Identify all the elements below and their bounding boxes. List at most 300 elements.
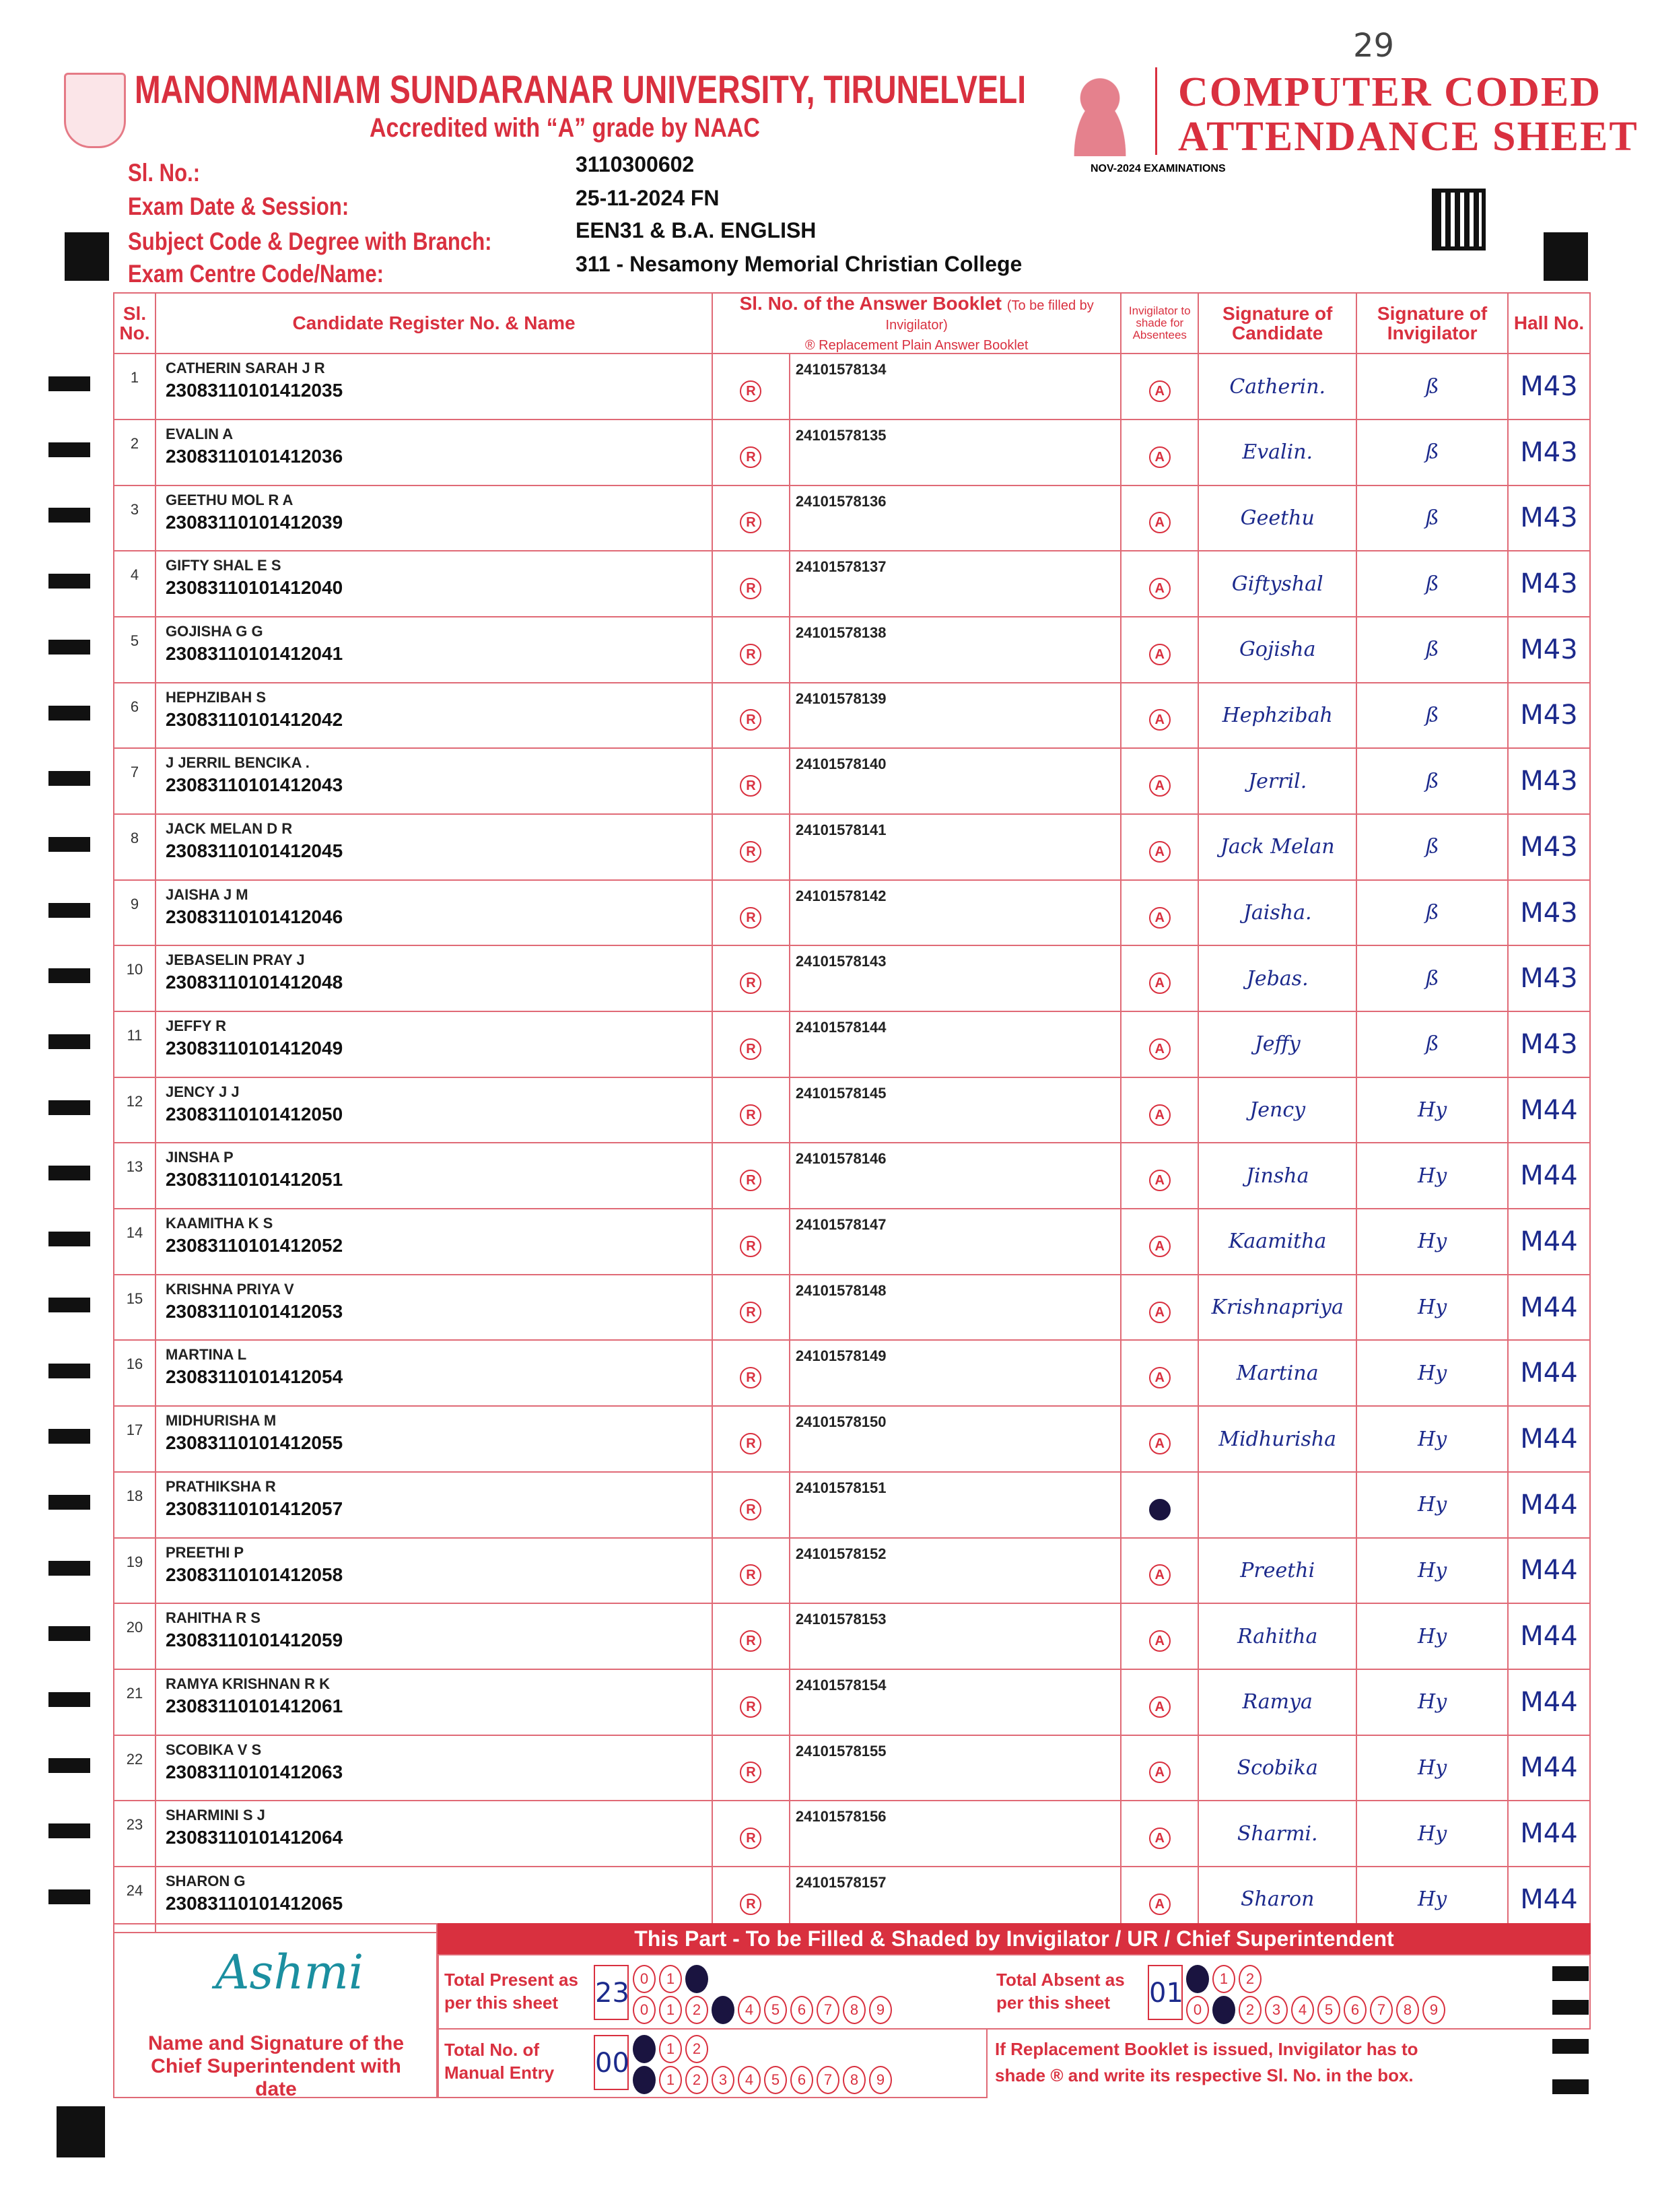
replacement-cell [712,1077,790,1143]
absent-bubble[interactable]: A [1149,1696,1171,1718]
candidate-cell [156,1538,712,1604]
hall-no: M43 [1508,617,1590,683]
units-bubble-5[interactable]: 5 [1317,1996,1340,2024]
absent-bubble[interactable]: A [1149,1433,1171,1454]
replacement-bubble[interactable]: R [740,972,761,994]
timing-mark [1544,232,1588,281]
hall-no: M44 [1508,1209,1590,1275]
timing-mark [48,442,90,457]
table-row [114,1735,1590,1801]
absent-bubble[interactable]: A [1149,1038,1171,1060]
units-bubble-1[interactable]: 1 [659,2066,682,2094]
candidate-signature: Kaamitha [1198,1209,1356,1275]
absent-bubble[interactable]: A [1149,1762,1171,1783]
units-bubble-5[interactable]: 5 [764,1996,787,2024]
absent-bubble[interactable]: A [1149,380,1171,402]
replacement-bubble[interactable]: R [740,1367,761,1388]
absent-cell [1121,1340,1198,1406]
register-no: 23083110101412050 [165,1103,343,1125]
hall-no: M44 [1508,1275,1590,1341]
replacement-cell [712,1735,790,1801]
register-no: 23083110101412051 [165,1169,343,1191]
absent-cell [1121,748,1198,814]
timing-mark [48,1823,90,1838]
replacement-cell [712,617,790,683]
units-bubble-7[interactable]: 7 [1370,1996,1393,2024]
candidate-name: JAISHA J M [165,885,248,903]
invigilator-signature: Hy [1356,1077,1508,1143]
table-row [114,1669,1590,1735]
absent-bubble[interactable]: A [1149,1302,1171,1323]
candidate-name: RAMYA KRISHNAN R K [165,1675,331,1692]
replacement-bubble[interactable]: R [740,775,761,797]
candidate-cell [156,420,712,485]
timing-mark [48,640,90,655]
units-bubble-1[interactable] [1212,1996,1235,2024]
timing-mark [48,574,90,589]
hall-no: M44 [1508,1472,1590,1538]
hall-no: M44 [1508,1406,1590,1472]
hall-no: M43 [1508,485,1590,551]
booklet-no[interactable]: 24101578152 [790,1538,1121,1604]
replacement-bubble[interactable]: R [740,644,761,665]
candidate-name: SCOBIKA V S [165,1741,262,1758]
tens-bubble-0[interactable]: 0 [633,1965,656,1993]
tens-bubble-1[interactable]: 1 [659,1965,682,1993]
absent-bubble[interactable]: A [1149,1564,1171,1586]
invigilator-signature: Hy [1356,1801,1508,1867]
tens-bubble-2[interactable]: 2 [1239,1965,1262,1993]
units-bubble-5[interactable]: 5 [764,2066,787,2094]
replacement-bubble[interactable]: R [740,1038,761,1060]
candidate-signature: Jinsha [1198,1143,1356,1209]
replacement-bubble[interactable]: R [740,1893,761,1915]
booklet-no[interactable]: 24101578148 [790,1275,1121,1341]
timing-mark [48,837,90,852]
invigilator-signature: ß [1356,945,1508,1011]
present-value: 23 [594,1965,629,2020]
candidate-name: KAAMITHA K S [165,1215,273,1232]
absent-cell [1121,1603,1198,1669]
chief-signature-box [113,1923,438,2098]
absent-cell [1121,945,1198,1011]
invigilator-signature: Hy [1356,1735,1508,1801]
absent-bubble[interactable]: A [1149,1367,1171,1388]
candidate-cell [156,354,712,420]
row-sl: 6 [114,683,156,749]
candidate-signature: Evalin. [1198,420,1356,485]
replacement-cell [712,1340,790,1406]
replacement-bubble[interactable]: R [740,578,761,599]
candidate-signature: Jebas. [1198,945,1356,1011]
units-bubble-4[interactable]: 4 [1291,1996,1314,2024]
absent-bubble[interactable]: A [1149,446,1171,468]
candidate-cell [156,1603,712,1669]
row-sl: 9 [114,880,156,946]
timing-mark [57,2106,105,2157]
units-bubble-2[interactable]: 2 [1239,1996,1262,2024]
tens-bubble-0[interactable] [1186,1965,1209,1993]
sheet-title-1: COMPUTER CODED [1178,69,1602,115]
absent-bubble[interactable]: A [1149,1630,1171,1652]
timing-mark [48,706,90,720]
units-bubble-9[interactable]: 9 [1422,1996,1445,2024]
units-bubble-3[interactable] [712,1996,734,2024]
hall-no: M43 [1508,1011,1590,1077]
candidate-signature: Rahitha [1198,1603,1356,1669]
register-no: 23083110101412048 [165,972,343,993]
booklet-no[interactable]: 24101578136 [790,485,1121,551]
subject-value: EEN31 & B.A. ENGLISH [576,218,817,242]
row-sl: 18 [114,1472,156,1538]
units-bubble-6[interactable]: 6 [790,1996,813,2024]
register-no: 23083110101412059 [165,1630,343,1651]
timing-mark [48,1561,90,1576]
absent-cell [1121,1275,1198,1341]
tens-bubble-1[interactable]: 1 [659,2035,682,2063]
candidate-signature: Jency [1198,1077,1356,1143]
candidate-signature: Ramya [1198,1669,1356,1735]
booklet-no[interactable]: 24101578154 [790,1669,1121,1735]
replacement-cell [712,1143,790,1209]
absent-bubble[interactable]: A [1149,512,1171,533]
hall-no: M44 [1508,1340,1590,1406]
absent-bubble[interactable]: A [1149,1236,1171,1257]
university-logo [64,73,126,148]
hall-no: M44 [1508,1801,1590,1867]
table-row [114,945,1590,1011]
absent-bubble[interactable]: A [1149,578,1171,599]
manual-label: Total No. of Manual Entry [444,2040,555,2083]
absent-bubble[interactable]: A [1149,1893,1171,1915]
divider [1155,67,1157,155]
timing-mark [48,1364,90,1378]
replacement-cell [712,485,790,551]
replacement-bubble[interactable]: R [740,1499,761,1520]
replacement-bubble[interactable]: R [740,1236,761,1257]
timing-mark [65,232,109,281]
candidate-name: J JERRIL BENCIKA . [165,754,310,772]
replacement-cell [712,1406,790,1472]
candidate-signature: Gojisha [1198,617,1356,683]
units-bubble-7[interactable]: 7 [817,2066,839,2094]
register-no: 23083110101412040 [165,577,343,599]
attendance-table [113,292,1591,1933]
timing-mark [48,508,90,523]
units-bubble-0[interactable]: 0 [633,1996,656,2024]
candidate-cell [156,683,712,749]
col-sig-candidate: Signature of Candidate [1198,293,1356,354]
invigilator-signature: ß [1356,748,1508,814]
replacement-bubble[interactable]: R [740,709,761,731]
booklet-no[interactable]: 24101578140 [790,748,1121,814]
units-bubble-0[interactable]: 0 [1186,1996,1209,2024]
booklet-no[interactable]: 24101578134 [790,354,1121,420]
register-no: 23083110101412041 [165,642,343,664]
candidate-signature: Jeffy [1198,1011,1356,1077]
candidate-cell [156,1669,712,1735]
register-no: 23083110101412042 [165,708,343,730]
booklet-no[interactable]: 24101578153 [790,1603,1121,1669]
candidate-name: GEETHU MOL R A [165,491,294,508]
units-bubble-8[interactable]: 8 [843,1996,866,2024]
absent-bubble[interactable] [1149,1499,1171,1520]
units-bubble-8[interactable]: 8 [1396,1996,1419,2024]
hall-no: M44 [1508,1867,1590,1933]
units-bubble-2[interactable]: 2 [685,2066,708,2094]
candidate-signature: Hephzibah [1198,683,1356,749]
candidate-name: GOJISHA G G [165,622,263,640]
units-bubble-9[interactable]: 9 [869,1996,892,2024]
replacement-bubble[interactable]: R [740,446,761,468]
hall-no: M43 [1508,683,1590,749]
replacement-bubble[interactable]: R [740,1564,761,1586]
col-absent: Invigilator to shade for Absentees [1121,293,1198,354]
booklet-no[interactable]: 24101578145 [790,1077,1121,1143]
invigilator-signature: ß [1356,420,1508,485]
table-row [114,1143,1590,1209]
qr-code [1432,189,1486,250]
absent-bubble[interactable]: A [1149,1104,1171,1126]
row-sl: 23 [114,1801,156,1867]
booklet-no[interactable]: 24101578151 [790,1472,1121,1538]
units-bubble-3[interactable]: 3 [712,2066,734,2094]
booklet-no[interactable]: 24101578138 [790,617,1121,683]
hall-no: M44 [1508,1735,1590,1801]
row-sl: 22 [114,1735,156,1801]
replacement-bubble[interactable]: R [740,1170,761,1191]
candidate-name: EVALIN A [165,425,234,442]
replacement-bubble[interactable]: R [740,1696,761,1718]
candidate-signature: Geethu [1198,485,1356,551]
units-bubble-9[interactable]: 9 [869,2066,892,2094]
timing-mark [1552,2079,1589,2094]
examination-label: NOV-2024 EXAMINATIONS [1091,163,1226,174]
hall-no: M43 [1508,354,1590,420]
replacement-bubble[interactable]: R [740,1762,761,1783]
timing-mark [48,1692,90,1707]
table-row [114,485,1590,551]
candidate-cell [156,1340,712,1406]
register-no: 23083110101412064 [165,1827,343,1848]
table-row [114,1209,1590,1275]
replacement-cell [712,354,790,420]
units-bubble-2[interactable]: 2 [685,1996,708,2024]
timing-mark [48,903,90,918]
absent-cell [1121,880,1198,946]
hall-no: M43 [1508,945,1590,1011]
tens-bubble-1[interactable]: 1 [1212,1965,1235,1993]
replacement-cell [712,1472,790,1538]
candidate-cell [156,1275,712,1341]
invigilator-signature: ß [1356,551,1508,617]
booklet-no[interactable]: 24101578135 [790,420,1121,485]
tens-bubble-2[interactable] [685,1965,708,1993]
candidate-name: GIFTY SHAL E S [165,557,281,574]
replacement-cell [712,814,790,880]
row-sl: 19 [114,1538,156,1604]
candidate-signature: Midhurisha [1198,1406,1356,1472]
booklet-no[interactable]: 24101578150 [790,1406,1121,1472]
timing-mark [48,1298,90,1312]
booklet-no[interactable]: 24101578141 [790,814,1121,880]
replacement-cell [712,1603,790,1669]
table-row [114,1406,1590,1472]
units-bubble-3[interactable]: 3 [1265,1996,1288,2024]
hall-no: M44 [1508,1538,1590,1604]
manual-value: 00 [594,2035,629,2090]
invigilator-signature: ß [1356,814,1508,880]
sheet-title-2: ATTENDANCE SHEET [1178,114,1638,160]
absent-cell [1121,1077,1198,1143]
candidate-name: KRISHNA PRIYA V [165,1280,294,1298]
candidate-cell [156,1735,712,1801]
booklet-no[interactable]: 24101578157 [790,1867,1121,1933]
booklet-no[interactable]: 24101578143 [790,945,1121,1011]
register-no: 23083110101412053 [165,1300,343,1322]
units-bubble-7[interactable]: 7 [817,1996,839,2024]
register-no: 23083110101412065 [165,1892,343,1914]
replacement-bubble[interactable]: R [740,1630,761,1652]
row-sl: 7 [114,748,156,814]
booklet-no[interactable]: 24101578149 [790,1340,1121,1406]
absent-bubble[interactable]: A [1149,972,1171,994]
candidate-name: CATHERIN SARAH J R [165,360,325,377]
booklet-no[interactable]: 24101578139 [790,683,1121,749]
candidate-signature: Krishnapriya [1198,1275,1356,1341]
absent-cell [1121,1801,1198,1867]
replacement-bubble[interactable]: R [740,1433,761,1454]
row-sl: 17 [114,1406,156,1472]
hall-no: M43 [1508,814,1590,880]
timing-mark [48,1889,90,1904]
table-row [114,1340,1590,1406]
candidate-cell [156,748,712,814]
replacement-bubble[interactable]: R [740,841,761,863]
candidate-name: MARTINA L [165,1346,247,1364]
tens-bubble-2[interactable]: 2 [685,2035,708,2063]
replacement-bubble[interactable]: R [740,907,761,929]
absent-bubble[interactable]: A [1149,1170,1171,1191]
register-no: 23083110101412036 [165,445,343,467]
candidate-cell [156,1143,712,1209]
invigilator-signature: ß [1356,485,1508,551]
booklet-no[interactable]: 24101578137 [790,551,1121,617]
candidate-name: JENCY J J [165,1083,240,1100]
candidate-name: HEPHZIBAH S [165,688,267,706]
row-sl: 12 [114,1077,156,1143]
table-row [114,683,1590,749]
row-sl: 11 [114,1011,156,1077]
candidate-name: SHARON G [165,1872,246,1889]
date-value: 25-11-2024 FN [576,186,720,210]
absent-bubble[interactable]: A [1149,1828,1171,1849]
invigilator-signature: Hy [1356,1340,1508,1406]
units-bubble-0[interactable] [633,2066,656,2094]
hall-no: M44 [1508,1143,1590,1209]
booklet-no[interactable]: 24101578147 [790,1209,1121,1275]
absent-bubble[interactable]: A [1149,709,1171,731]
absent-bubble[interactable]: A [1149,841,1171,863]
absent-bubble[interactable]: A [1149,644,1171,665]
table-row [114,354,1590,420]
booklet-no[interactable]: 24101578155 [790,1735,1121,1801]
replacement-bubble[interactable]: R [740,1828,761,1849]
units-bubble-6[interactable]: 6 [1344,1996,1367,2024]
replacement-bubble[interactable]: R [740,512,761,533]
candidate-cell [156,1472,712,1538]
subject-label: Subject Code & Degree with Branch: [128,228,492,255]
replacement-cell [712,551,790,617]
row-sl: 21 [114,1669,156,1735]
chief-label: Name and Signature of the Chief Superintendent with date [147,2032,405,2100]
row-sl: 16 [114,1340,156,1406]
replacement-bubble[interactable]: R [740,1302,761,1323]
page-mark: 29 [1353,27,1395,65]
candidate-name: SHARMINI S J [165,1807,265,1824]
register-no: 23083110101412063 [165,1761,343,1782]
table-row [114,748,1590,814]
table-row [114,1275,1590,1341]
register-no: 23083110101412043 [165,774,343,796]
timing-mark [48,1166,90,1180]
candidate-cell [156,1801,712,1867]
timing-mark [48,1429,90,1444]
replacement-bubble[interactable]: R [740,380,761,402]
booklet-no[interactable]: 24101578146 [790,1143,1121,1209]
register-no: 23083110101412049 [165,1038,343,1059]
invigilator-signature: Hy [1356,1143,1508,1209]
sl-no-label: Sl. No.: [128,159,201,187]
register-no: 23083110101412039 [165,511,343,533]
col-candidate: Candidate Register No. & Name [156,293,712,354]
absent-cell [1121,617,1198,683]
row-sl: 1 [114,354,156,420]
replacement-cell [712,1011,790,1077]
replacement-cell [712,1669,790,1735]
booklet-no[interactable]: 24101578144 [790,1011,1121,1077]
candidate-signature: Sharon [1198,1867,1356,1933]
units-bubble-6[interactable]: 6 [790,2066,813,2094]
invigilator-signature: Hy [1356,1603,1508,1669]
table-row [114,1077,1590,1143]
booklet-no[interactable]: 24101578156 [790,1801,1121,1867]
replacement-bubble[interactable]: R [740,1104,761,1126]
timing-mark [48,1100,90,1115]
tens-bubble-0[interactable] [633,2035,656,2063]
units-bubble-1[interactable]: 1 [659,1996,682,2024]
booklet-no[interactable]: 24101578142 [790,880,1121,946]
row-sl: 3 [114,485,156,551]
units-bubble-4[interactable]: 4 [738,1996,761,2024]
units-bubble-4[interactable]: 4 [738,2066,761,2094]
chief-signature: Ashmi [215,1945,364,2000]
candidate-signature: Catherin. [1198,354,1356,420]
timing-mark [1552,2000,1589,2015]
candidate-signature [1198,1472,1356,1538]
register-no: 23083110101412061 [165,1695,343,1716]
register-no: 23083110101412057 [165,1498,343,1519]
row-sl: 5 [114,617,156,683]
date-label: Exam Date & Session: [128,193,349,220]
units-bubble-8[interactable]: 8 [843,2066,866,2094]
absent-bubble[interactable]: A [1149,907,1171,929]
table-row [114,1801,1590,1867]
absent-bubble[interactable]: A [1149,775,1171,797]
replacement-cell [712,683,790,749]
candidate-cell [156,485,712,551]
hall-no: M44 [1508,1669,1590,1735]
